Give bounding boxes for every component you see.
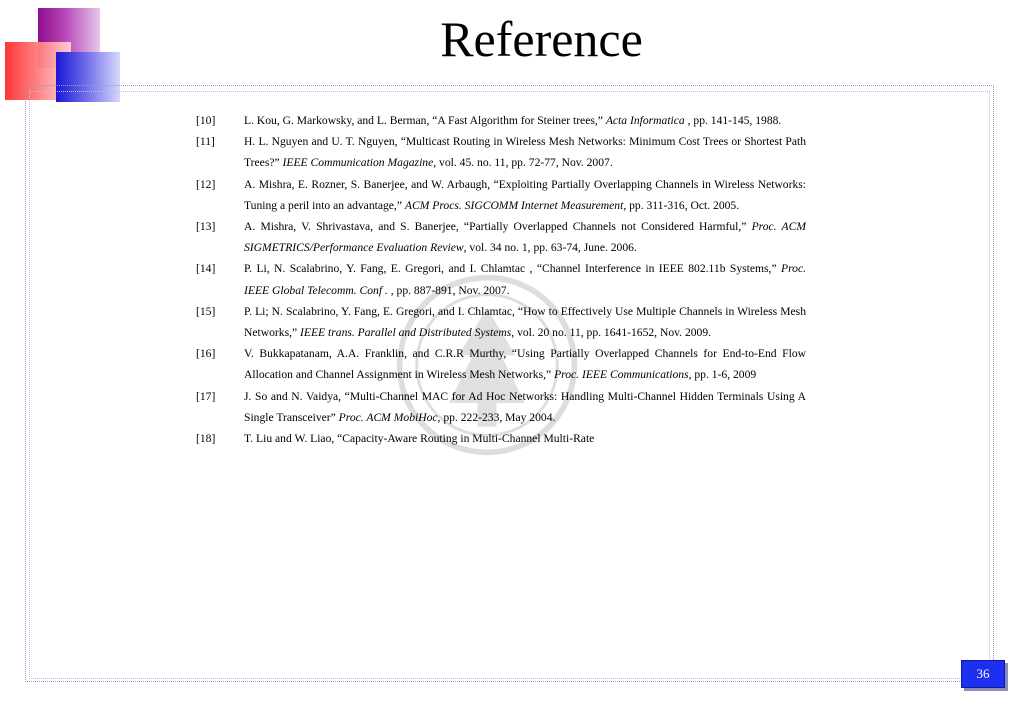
reference-venue: Proc. ACM MobiHoc [338,410,438,424]
reference-text [244,386,806,428]
reference-segment: H. L. Nguyen and U. T. Nguyen, “Multicast Routing in Wireless Mesh Networks: Minimum Cost Trees or Shortest Path Trees?” [244,135,806,170]
reference-number: [10] [196,114,216,127]
reference-number: [14] [196,262,216,276]
reference-venue: Acta Informatica [605,114,685,127]
reference-text [244,131,806,173]
reference-segment: A. Mishra, V. Shrivastava, and S. Banerjee, “Partially Overlapped Channels not Considered Harmful,” [244,220,752,234]
reference-item [196,258,806,300]
reference-segment: A. Mishra, E. Rozner, S. Banerjee, and W. Arbaugh, “Exploiting Partially Overlapping Channels in Wireless Networks: Tuning a peril into an advantage,” [244,177,806,212]
reference-number: [16] [196,347,216,361]
reference-text [244,343,806,385]
reference-segment: T. Liu and W. Liao, “Capacity-Aware Routing in Multi-Channel Multi-Rate [244,432,595,446]
reference-venue: Proc. ACM SIGMETRICS/Performance Evaluation Review [244,220,806,255]
reference-text [244,216,806,258]
reference-item [196,386,806,428]
reference-segment: , vol. 45. no. 11, pp. 72-77, Nov. 2007. [433,156,613,170]
reference-text [244,258,806,300]
slide-title: Reference [440,11,643,67]
reference-item [196,131,806,173]
reference-item [196,216,806,258]
reference-text [244,174,806,216]
reference-segment: , pp. 222-233, May 2004. [437,410,556,424]
reference-segment: V. Bukkapatanam, A.A. Franklin, and C.R.R Murthy, “Using Partially Overlapped Channels for End-to-End Flow Allocation and Channel Assignment in Wireless Mesh Networks,” [244,347,806,382]
reference-segment: , pp. 141-145, 1988. [684,114,782,127]
reference-number: [12] [196,177,216,191]
reference-number: [11] [196,135,215,149]
reference-text [244,110,806,131]
reference-number: [18] [196,432,216,446]
reference-segment: P. Li; N. Scalabrino, Y. Fang, E. Gregori, and I. Chlamtac, “How to Effectively Use Multiple Channels in Wireless Mesh Networks,” [244,304,806,340]
reference-segment: , vol. 20 no. 11, pp. 1641-1652, Nov. 2009. [511,326,712,340]
page-number-badge: 36 [961,660,1005,688]
reference-segment: J. So and N. Vaidya, “Multi-Channel MAC for Ad Hoc Networks: Handling Multi-Channel Hidden Terminals Using A Single Transceiver” [244,389,806,424]
reference-number: [15] [196,304,216,318]
reference-segment: , pp. 311-316, Oct. 2005. [623,198,740,212]
reference-number: [17] [196,389,216,403]
reference-venue: Proc. IEEE Communications [554,368,689,382]
reference-item [196,343,806,385]
reference-segment: , pp. 1-6, 2009 [688,368,757,382]
reference-item [196,301,806,343]
reference-segment: L. Kou, G. Markowsky, and L. Berman, “A Fast Algorithm for Steiner trees,” [244,114,606,127]
reference-venue: Proc. IEEE Global Telecomm. Conf . [244,262,806,297]
reference-item [196,110,806,131]
reference-item [196,174,806,216]
reference-venue: IEEE Communication Magazine [282,156,434,170]
reference-number: [13] [196,220,216,234]
reference-item [196,428,806,449]
reference-text [244,301,806,343]
reference-segment: P. Li, N. Scalabrino, Y. Fang, E. Gregori, and I. Chlamtac , “Channel Interference in IEEE 802.11b Systems,” [244,262,781,276]
reference-segment: , vol. 34 no. 1, pp. 63-74, June. 2006. [463,241,637,255]
reference-text [244,428,806,449]
reference-venue: ACM Procs. SIGCOMM Internet Measurement [404,198,624,212]
reference-list [196,110,806,449]
reference-segment: , pp. 887-891, Nov. 2007. [387,283,510,297]
reference-venue: IEEE trans. Parallel and Distributed Systems [300,326,512,340]
